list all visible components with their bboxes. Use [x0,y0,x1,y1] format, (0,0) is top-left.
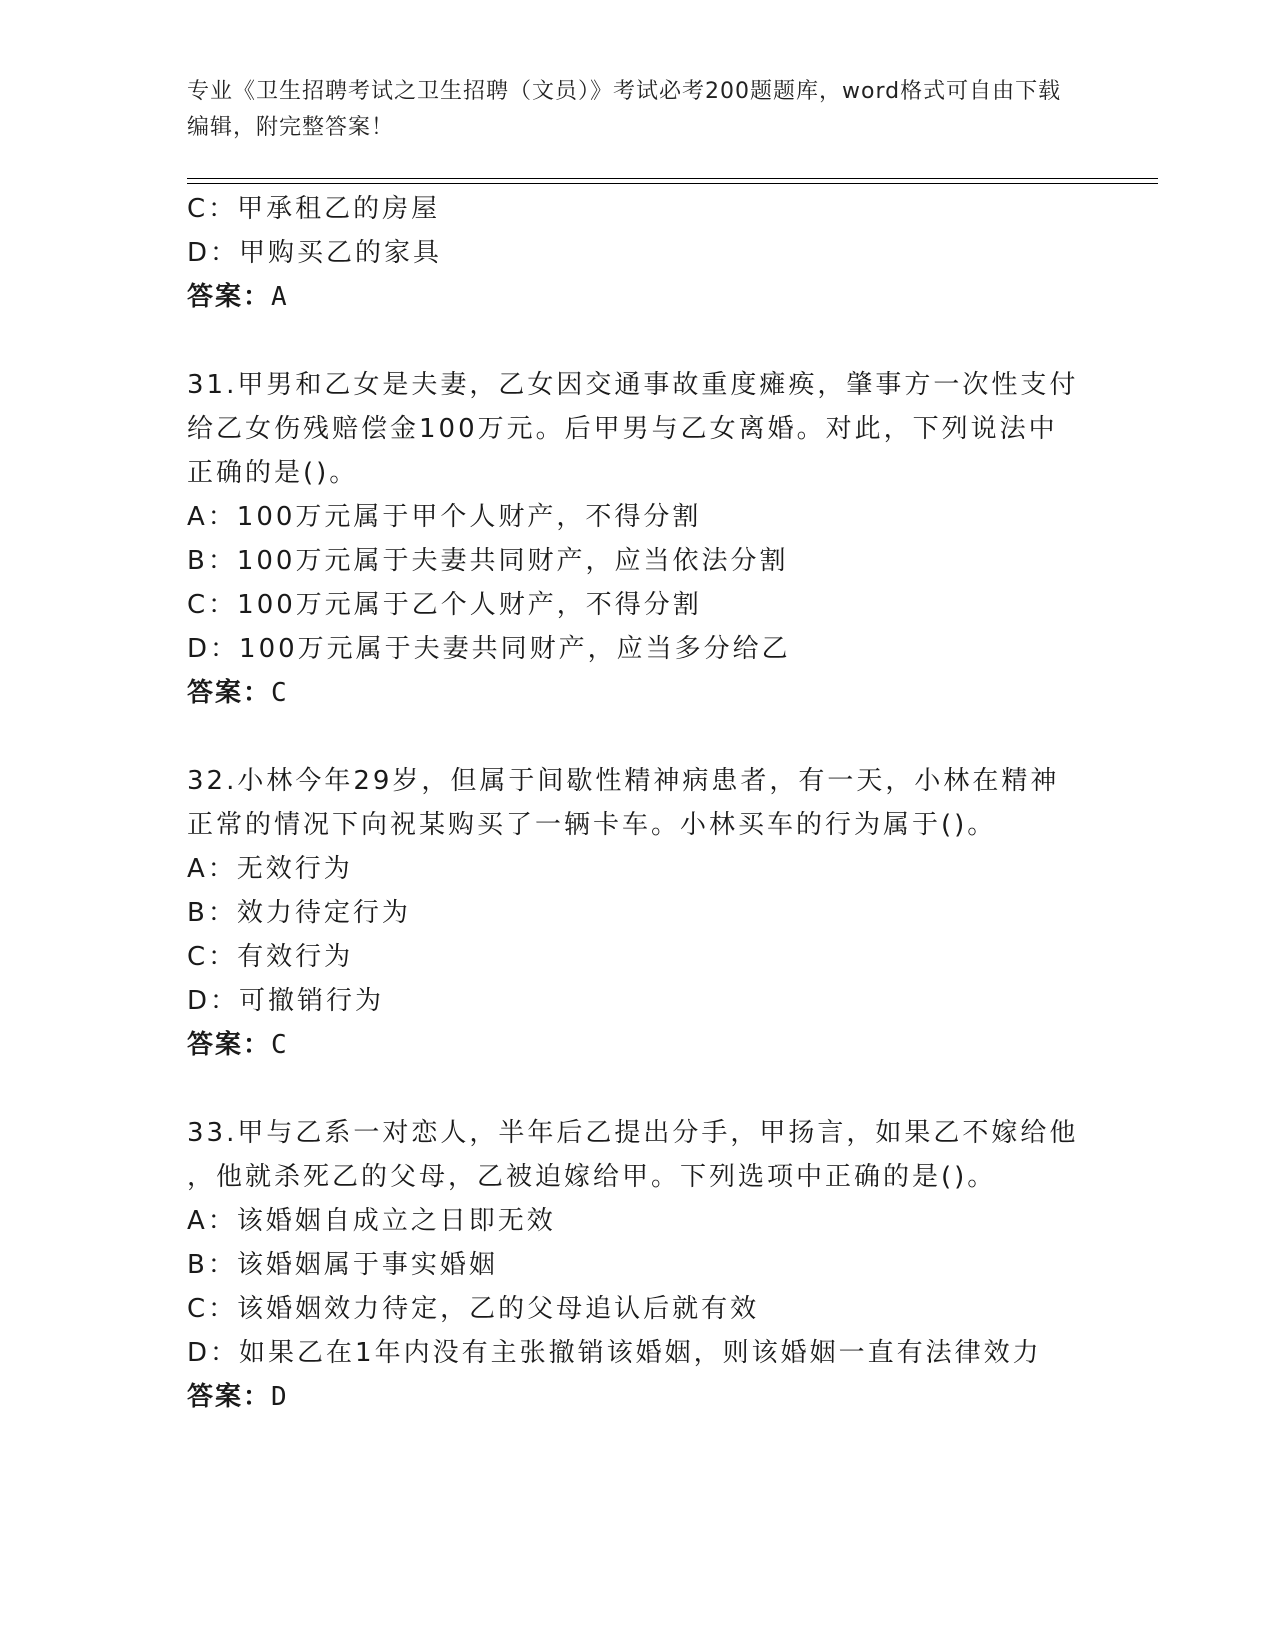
answer-line [187,1030,1087,1060]
option-a: A：无效行为 [187,854,353,884]
option-b: B：100万元属于夫妻共同财产，应当依法分割 [187,546,789,576]
answer-line [187,678,1087,708]
answer-label: 答案： [187,1382,272,1412]
option-a: A：该婚姻自成立之日即无效 [187,1206,556,1236]
header-divider-top [187,178,1158,179]
question-stem-line: 32.小林今年29岁，但属于间歇性精神病患者，有一天，小林在精神 [187,766,1060,796]
answer-line [187,1382,1087,1412]
answer-label: 答案： [187,282,272,312]
answer-value: A [271,282,289,312]
option-b: B：该婚姻属于事实婚姻 [187,1250,498,1280]
option-c: C：100万元属于乙个人财产，不得分割 [187,590,702,620]
option-d: D：甲购买乙的家具 [187,238,443,268]
answer-line [187,282,1087,312]
option-c: C：有效行为 [187,942,354,972]
answer-value: C [271,1030,289,1060]
option-c: C：甲承租乙的房屋 [187,194,441,224]
question-stem-line: ，他就杀死乙的父母，乙被迫嫁给甲。下列选项中正确的是()。 [187,1162,997,1192]
answer-label: 答案： [187,678,272,708]
question-stem-line: 31.甲男和乙女是夫妻，乙女因交通事故重度瘫痪，肇事方一次性支付 [187,370,1079,400]
question-stem-line: 33.甲与乙系一对恋人，半年后乙提出分手，甲扬言，如果乙不嫁给他 [187,1118,1079,1148]
option-d: D：如果乙在1年内没有主张撤销该婚姻，则该婚姻一直有法律效力 [187,1338,1042,1368]
answer-value: D [271,1382,289,1412]
option-c: C：该婚姻效力待定，乙的父母追认后就有效 [187,1294,760,1324]
option-d: D：100万元属于夫妻共同财产，应当多分给乙 [187,634,791,664]
document-header: 专业《卫生招聘考试之卫生招聘（文员）》考试必考200题题库，word格式可自由下载编辑，附完整答案！ [187,79,1062,140]
question-stem-line: 正确的是()。 [187,458,359,488]
header-divider-bottom [187,183,1158,184]
option-b: B：效力待定行为 [187,898,411,928]
question-stem-line: 给乙女伤残赔偿金100万元。后甲男与乙女离婚。对此，下列说法中 [187,414,1058,444]
option-a: A：100万元属于甲个人财产，不得分割 [187,502,702,532]
answer-value: C [271,678,289,708]
option-d: D：可撤销行为 [187,986,385,1016]
question-stem-line: 正常的情况下向祝某购买了一辆卡车。小林买车的行为属于()。 [187,810,997,840]
answer-label: 答案： [187,1030,272,1060]
